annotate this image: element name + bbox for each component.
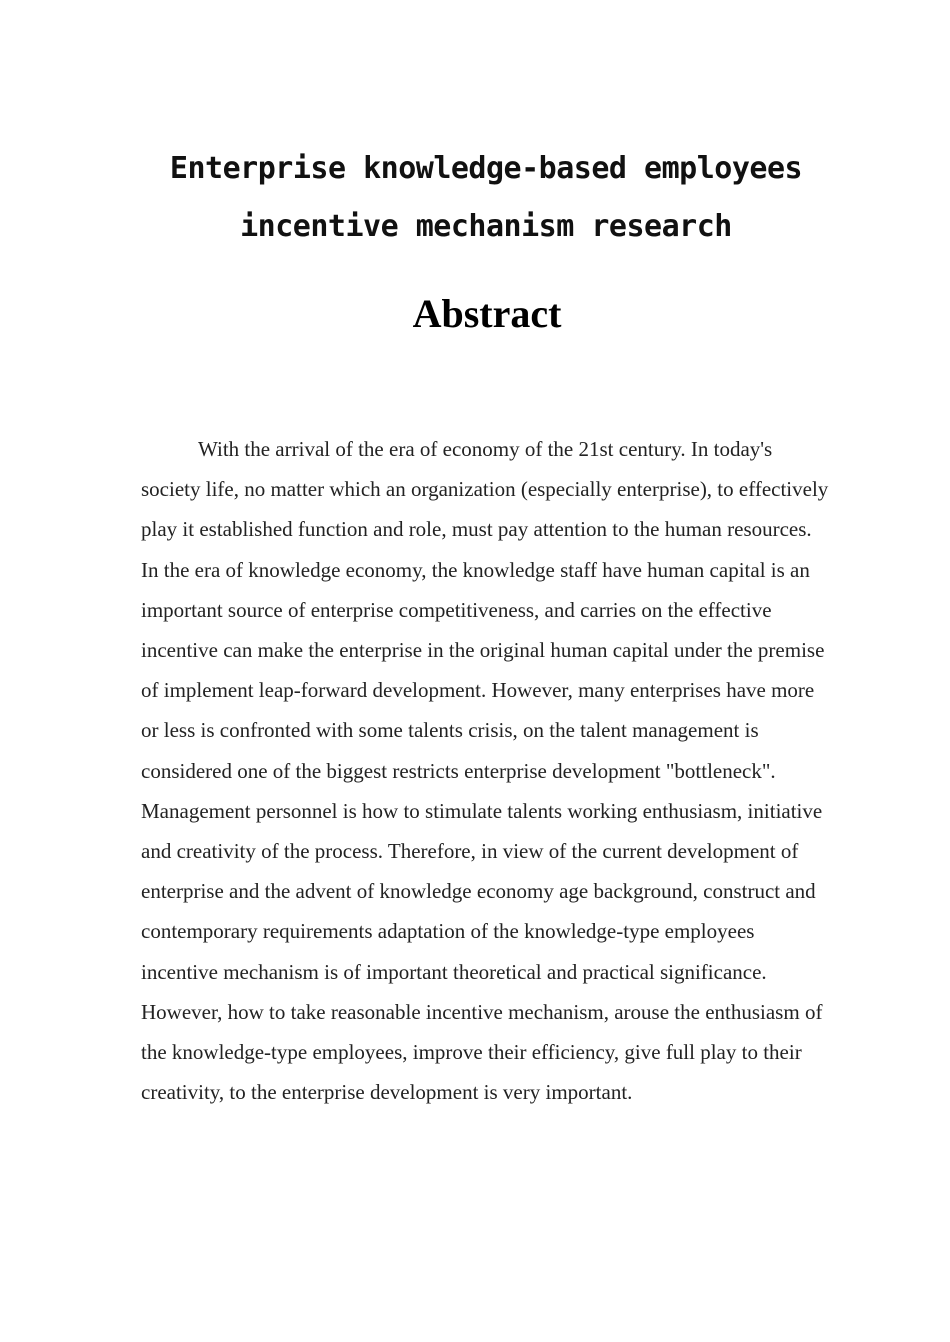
document-title [0,140,950,256]
title-line-1: Enterprise knowledge-based employees [169,151,803,186]
abstract-paragraph: With the arrival of the era of economy of the 21st century. In today's society life, no matter which an organization (especially enterprise), to effectively play it established function and role, must pay attention to the human resources. In the era of knowledge economy, the knowledge staff have human capital is an important source of enterprise competitiveness, and carries on the effective incentive can make the enterprise in the original human capital under the premise of implement leap-forward development. However, many enterprises have more or less is confronted with some talents crisis, on the talent management is considered one of the biggest restricts enterprise development "bottleneck". Management personnel is how to stimulate talents working enthusiasm, initiative and creativity of the process. Therefore, in view of the current development of enterprise and the advent of knowledge economy age background, construct and contemporary requirements adaptation of the knowledge-type employees incentive mechanism is of important theoretical and practical significance. However, how to take reasonable incentive mechanism, arouse the enthusiasm of the knowledge-type employees, improve their efficiency, give full play to their creativity, to the enterprise development is very important. [141,437,829,1105]
title-line-2: incentive mechanism research [240,209,732,244]
abstract-heading: Abstract [412,291,562,336]
